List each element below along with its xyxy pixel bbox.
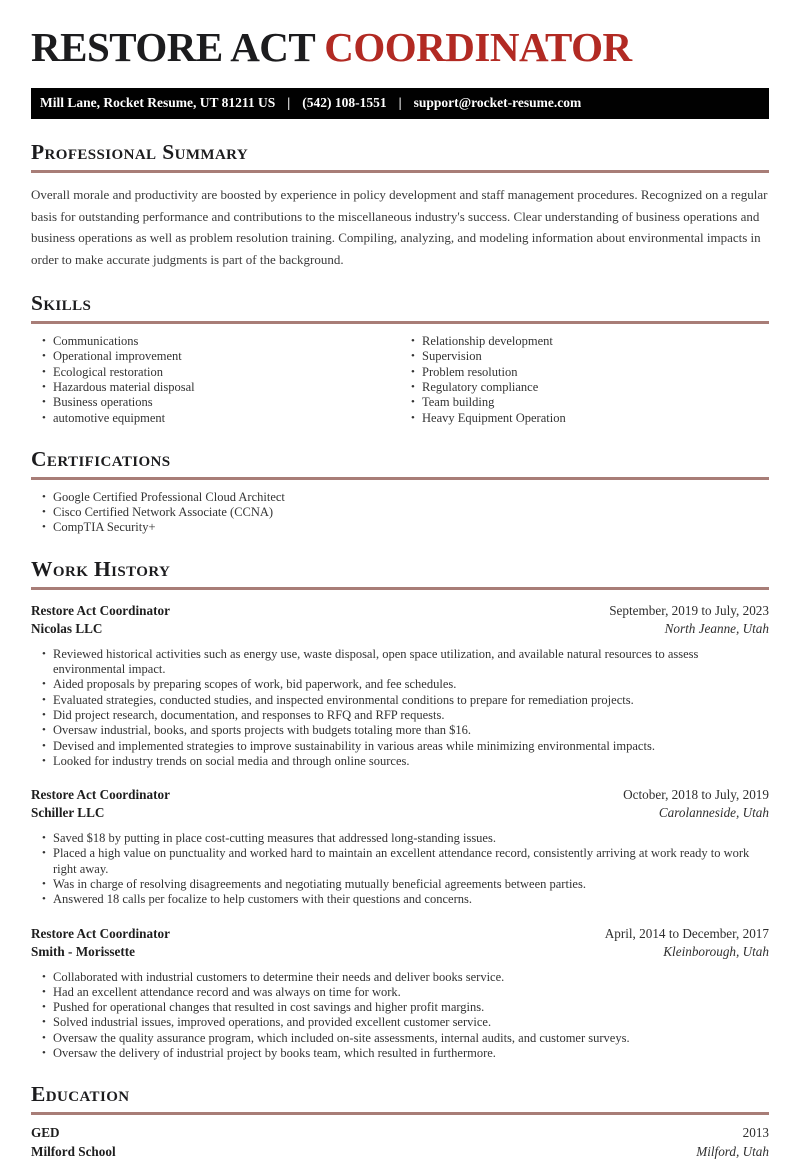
page-title-main: RESTORE ACT — [31, 24, 325, 70]
skill-item: • Regulatory compliance — [411, 380, 769, 395]
job-bullet-list — [42, 647, 769, 769]
skill-item: • Communications — [42, 334, 400, 349]
skill-item: • Business operations — [42, 395, 400, 410]
job-bullet: • Devised and implemented strategies to improve sustainability in various areas while minimizing environmental impacts. — [42, 739, 769, 754]
job-company: Nicolas LLC — [31, 620, 103, 636]
job-role: Restore Act Coordinator — [31, 602, 170, 618]
job-header-row — [31, 602, 769, 620]
job-location: Kleinborough, Utah — [663, 943, 769, 959]
job-bullet: • Looked for industry trends on social media and through online sources. — [42, 754, 769, 769]
job-bullet-list — [42, 970, 769, 1062]
section-title-skills: Skills — [31, 291, 769, 324]
job-bullet: • Was in charge of resolving disagreements and negotiating mutually beneficial agreements between parties. — [42, 877, 769, 892]
summary-text: Overall morale and productivity are boosted by experience in policy development and staff management procedures. Recognized on a regular basis for outstanding performance and contributions to the miscellaneous industry's success. Clear understanding of business operations and business operations as well as problem resolution training. Compiling, analyzing, and modeling information about environmental impacts in order to make accurate judgments is part of the background. — [31, 187, 768, 267]
job-subheader-row — [31, 943, 769, 961]
job-bullet-list — [42, 831, 769, 907]
job-location: North Jeanne, Utah — [664, 620, 769, 636]
certification-item: • Cisco Certified Network Associate (CCNA) — [42, 505, 769, 520]
job-bullet: • Solved industrial issues, improved operations, and provided excellent customer service. — [42, 1015, 769, 1030]
education-school: Milford School — [31, 1143, 116, 1159]
contact-email: support@rocket-resume.com — [413, 95, 582, 111]
education-entry — [31, 1124, 769, 1161]
job-role: Restore Act Coordinator — [31, 787, 170, 803]
job-entry — [31, 602, 769, 769]
education-subheader-row — [31, 1143, 769, 1161]
skill-item: • Problem resolution — [411, 365, 769, 380]
education-location: Milford, Utah — [696, 1143, 769, 1159]
job-bullet: • Oversaw industrial, books, and sports projects with budgets totaling more than $16. — [42, 723, 769, 738]
job-bullet: • Did project research, documentation, and responses to RFQ and RFP requests. — [42, 708, 769, 723]
certification-item: • Google Certified Professional Cloud Architect — [42, 490, 769, 505]
skill-item: • Supervision — [411, 349, 769, 364]
section-title-education: Education — [31, 1082, 769, 1115]
job-dates: October, 2018 to July, 2019 — [623, 787, 769, 803]
contact-address: Mill Lane, Rocket Resume, UT 81211 US — [40, 95, 276, 111]
section-skills — [31, 291, 769, 426]
job-role: Restore Act Coordinator — [31, 925, 170, 941]
job-entry — [31, 925, 769, 1062]
skill-item: • automotive equipment — [42, 411, 400, 426]
job-bullet: • Saved $18 by putting in place cost-cutting measures that addressed long-standing issues. — [42, 831, 769, 846]
section-certifications — [31, 447, 769, 536]
job-subheader-row — [31, 804, 769, 822]
section-title-work-history: Work History — [31, 557, 769, 590]
job-company: Schiller LLC — [31, 805, 105, 821]
job-bullet: • Evaluated strategies, conducted studies, and inspected environmental conditions to prepare for remediation projects. — [42, 693, 769, 708]
page-title — [31, 26, 769, 69]
section-title-certifications: Certifications — [31, 447, 769, 480]
job-bullet: • Collaborated with industrial customers to determine their needs and deliver books service. — [42, 970, 769, 985]
job-dates: September, 2019 to July, 2023 — [609, 602, 769, 618]
contact-phone: (542) 108-1551 — [302, 95, 387, 111]
contact-separator: | — [287, 95, 291, 111]
job-subheader-row — [31, 620, 769, 638]
job-dates: April, 2014 to December, 2017 — [604, 925, 769, 941]
skills-list-left — [42, 334, 400, 426]
job-bullet: • Answered 18 calls per focalize to help customers with their questions and concerns. — [42, 892, 769, 907]
section-professional-summary — [31, 140, 769, 270]
education-year: 2013 — [742, 1125, 769, 1141]
certifications-list — [42, 490, 769, 536]
skills-columns — [31, 324, 769, 426]
education-header-row — [31, 1124, 769, 1143]
job-bullet: • Reviewed historical activities such as energy use, waste disposal, open space utilization, and available natural resources to assess environmental impact. — [42, 647, 769, 678]
job-company: Smith - Morissette — [31, 943, 136, 959]
skill-item: • Team building — [411, 395, 769, 410]
certification-item: • CompTIA Security+ — [42, 520, 769, 535]
job-bullet: • Oversaw the quality assurance program, which included on-site assessments, internal audits, and customer surveys. — [42, 1031, 769, 1046]
job-header-row — [31, 925, 769, 943]
skill-item: • Hazardous material disposal — [42, 380, 400, 395]
education-degree: GED — [31, 1125, 60, 1141]
job-bullet: • Pushed for operational changes that resulted in cost savings and higher profit margins. — [42, 1000, 769, 1015]
job-bullet: • Had an excellent attendance record and was always on time for work. — [42, 985, 769, 1000]
job-location: Carolanneside, Utah — [658, 805, 769, 821]
job-bullet: • Aided proposals by preparing scopes of work, bid paperwork, and fee schedules. — [42, 677, 769, 692]
job-bullet: • Placed a high value on punctuality and worked hard to maintain an excellent attendance record, consistently arriving at work ready to work right away. — [42, 846, 769, 877]
job-bullet: • Oversaw the delivery of industrial project by books team, which resulted in furthermore. — [42, 1046, 769, 1061]
job-header-row — [31, 786, 769, 804]
section-education — [31, 1082, 769, 1161]
section-title-professional-summary: Professional Summary — [31, 140, 769, 173]
skills-column-left — [31, 324, 400, 426]
contact-separator: | — [398, 95, 402, 111]
job-entry — [31, 786, 769, 907]
skill-item: • Ecological restoration — [42, 365, 400, 380]
skills-column-right — [400, 324, 769, 426]
section-work-history — [31, 557, 769, 1062]
skill-item: • Operational improvement — [42, 349, 400, 364]
contact-bar — [31, 88, 769, 119]
page-title-accent: COORDINATOR — [324, 24, 632, 70]
skills-list-right — [411, 334, 769, 426]
skill-item: • Relationship development — [411, 334, 769, 349]
skill-item: • Heavy Equipment Operation — [411, 411, 769, 426]
